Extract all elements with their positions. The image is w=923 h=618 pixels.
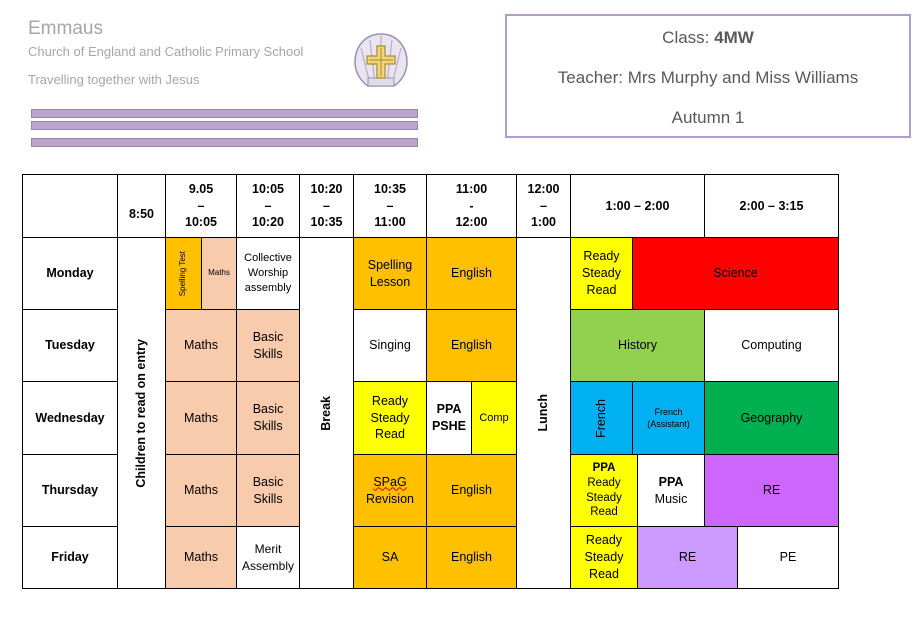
teacher-line: Teacher: Mrs Murphy and Miss Williams [557,68,859,87]
monday-ready-steady-read: Ready Steady Read [570,237,633,310]
friday-maths: Maths [165,526,237,589]
wednesday-french-assistant: French (Assistant) [632,381,705,455]
wednesday-geography: Geography [704,381,839,455]
wednesday-maths: Maths [165,381,237,455]
monday-spelling-test: Spelling Test [165,237,202,310]
wednesday-basic-skills: Basic Skills [236,381,300,455]
day-friday: Friday [22,526,118,589]
thursday-english: English [426,454,517,527]
day-wednesday: Wednesday [22,381,118,455]
day-monday: Monday [22,237,118,310]
thursday-maths: Maths [165,454,237,527]
monday-science: Science [632,237,839,310]
tuesday-english: English [426,309,517,382]
time-header-1005: 10:05 – 10:20 [236,174,300,238]
friday-re: RE [637,526,738,589]
header-stripe [31,138,418,147]
thursday-ppa-music: PPA Music [637,454,705,527]
monday-maths: Maths [201,237,237,310]
time-header-1035: 10:35 – 11:00 [353,174,427,238]
tuesday-history: History [570,309,705,382]
time-header-905: 9.05 – 10:05 [165,174,237,238]
tuesday-singing: Singing [353,309,427,382]
monday-english: English [426,237,517,310]
corner-cell [22,174,118,238]
thursday-re: RE [704,454,839,527]
class-label: Class: [662,28,715,47]
monday-spelling-lesson: Spelling Lesson [353,237,427,310]
monday-assembly: Collective Worship assembly [236,237,300,310]
wednesday-comp: Comp [471,381,517,455]
time-header-1100: 11:00 - 12:00 [426,174,517,238]
class-value: 4MW [714,28,754,47]
header-stripe [31,109,418,118]
wednesday-ready-steady-read: Ready Steady Read [353,381,427,455]
friday-sa: SA [353,526,427,589]
wednesday-ppa-pshe: PPA PSHE [426,381,472,455]
day-tuesday: Tuesday [22,309,118,382]
break-column: Break [299,237,354,589]
school-motto: Travelling together with Jesus [28,72,200,87]
day-thursday: Thursday [22,454,118,527]
tuesday-basic-skills: Basic Skills [236,309,300,382]
time-header-100: 1:00 – 2:00 [570,174,705,238]
time-header-850: 8:50 [117,174,166,238]
school-name: Emmaus [28,18,103,39]
time-header-1200: 12:00 – 1:00 [516,174,571,238]
friday-merit-assembly: Merit Assembly [236,526,300,589]
time-header-1020: 10:20 – 10:35 [299,174,354,238]
friday-ready-steady-read: Ready Steady Read [570,526,638,589]
lunch-column: Lunch [516,237,571,589]
tuesday-maths: Maths [165,309,237,382]
school-subtitle: Church of England and Catholic Primary School [28,44,304,59]
class-info-box [505,14,911,138]
header-stripe [31,121,418,130]
class-line [507,28,909,48]
tuesday-computing: Computing [704,309,839,382]
thursday-spag-revision: SPaG Revision [353,454,427,527]
friday-pe: PE [737,526,839,589]
term-line: Autumn 1 [671,108,745,127]
thursday-basic-skills: Basic Skills [236,454,300,527]
entry-column: Children to read on entry [117,237,166,589]
wednesday-french: French [570,381,633,455]
thursday-ppa-ready-steady-read: PPA Ready Steady Read [570,454,638,527]
friday-english: English [426,526,517,589]
school-crest-logo [350,30,412,92]
time-header-200: 2:00 – 3:15 [704,174,839,238]
